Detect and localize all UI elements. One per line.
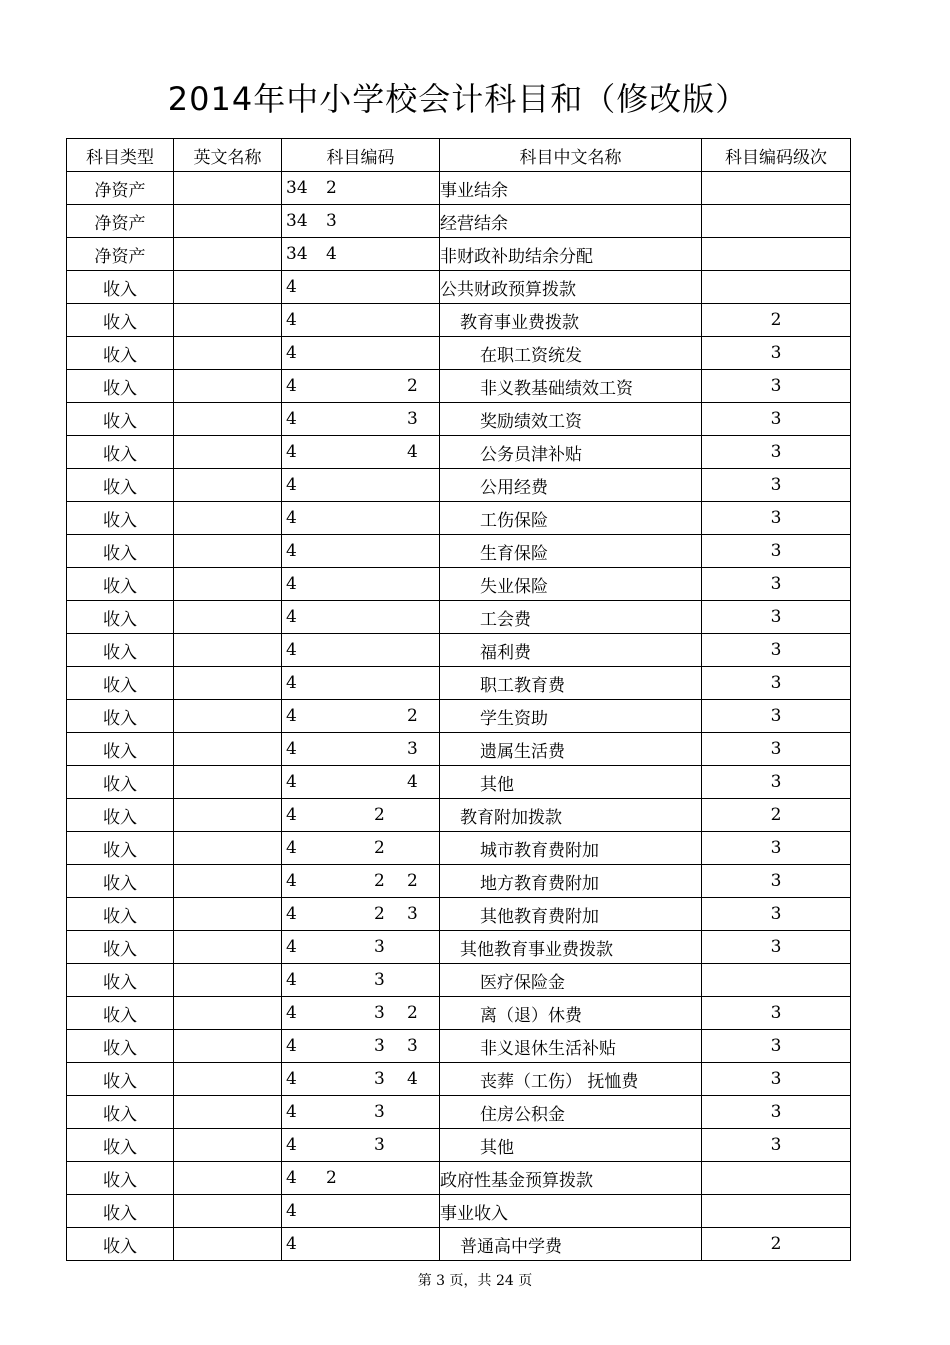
cell-account-type: 净资产 (67, 172, 174, 205)
cell-english-name (174, 370, 282, 403)
code-segment: 2 (374, 838, 385, 858)
code-segment: 4 (286, 1003, 297, 1023)
cell-english-name (174, 1228, 282, 1261)
cell-account-code (282, 634, 440, 667)
cell-chinese-name (440, 799, 702, 832)
table-row (67, 832, 851, 865)
cell-chinese-name (440, 667, 702, 700)
code-segment: 2 (407, 376, 418, 396)
cell-chinese-name (440, 1096, 702, 1129)
cell-english-name (174, 766, 282, 799)
cell-chinese-name (440, 469, 702, 502)
code-segment: 4 (286, 640, 297, 660)
cell-account-type: 收入 (67, 271, 174, 304)
code-segment: 4 (286, 310, 297, 330)
account-name: 医疗保险金 (480, 972, 565, 993)
cell-chinese-name (440, 832, 702, 865)
cell-english-name (174, 469, 282, 502)
cell-code-level: 3 (702, 634, 851, 667)
cell-account-type: 收入 (67, 1195, 174, 1228)
cell-account-type: 收入 (67, 403, 174, 436)
account-name: 公共财政预算拨款 (440, 279, 576, 300)
cell-code-level: 3 (702, 832, 851, 865)
code-segment: 4 (286, 376, 297, 396)
cell-chinese-name (440, 1228, 702, 1261)
cell-code-level (702, 172, 851, 205)
code-segment: 4 (286, 739, 297, 759)
cell-code-level: 2 (702, 304, 851, 337)
code-segment: 4 (286, 970, 297, 990)
code-segment: 4 (286, 772, 297, 792)
table-row (67, 601, 851, 634)
cell-code-level: 3 (702, 865, 851, 898)
code-segment: 4 (286, 1036, 297, 1056)
table-row (67, 1162, 851, 1195)
account-name: 在职工资统发 (480, 345, 582, 366)
account-name: 工伤保险 (480, 510, 548, 531)
cell-account-code (282, 238, 440, 271)
code-segment: 4 (286, 1102, 297, 1122)
cell-account-type: 收入 (67, 766, 174, 799)
code-segment: 4 (286, 805, 297, 825)
cell-account-type: 净资产 (67, 205, 174, 238)
table-row (67, 667, 851, 700)
code-segment: 4 (286, 706, 297, 726)
header-row (67, 139, 851, 172)
code-segment: 3 (374, 937, 385, 957)
cell-chinese-name (440, 370, 702, 403)
table-row (67, 865, 851, 898)
cell-chinese-name (440, 700, 702, 733)
code-segment: 3 (407, 904, 418, 924)
cell-code-level: 3 (702, 766, 851, 799)
account-name: 福利费 (480, 642, 531, 663)
cell-english-name (174, 337, 282, 370)
cell-chinese-name (440, 733, 702, 766)
cell-english-name (174, 1195, 282, 1228)
cell-code-level: 3 (702, 436, 851, 469)
code-segment: 4 (286, 574, 297, 594)
cell-account-code (282, 469, 440, 502)
cell-account-code (282, 865, 440, 898)
account-name: 事业结余 (440, 180, 508, 201)
cell-account-code (282, 601, 440, 634)
account-name: 住房公积金 (480, 1104, 565, 1125)
table-row (67, 1129, 851, 1162)
cell-chinese-name (440, 337, 702, 370)
cell-code-level: 3 (702, 1063, 851, 1096)
header-chinese-name: 科目中文名称 (440, 139, 702, 172)
table-row (67, 964, 851, 997)
cell-english-name (174, 1063, 282, 1096)
cell-account-code (282, 1129, 440, 1162)
cell-code-level (702, 964, 851, 997)
cell-account-type: 收入 (67, 997, 174, 1030)
cell-account-type: 收入 (67, 436, 174, 469)
cell-chinese-name (440, 1030, 702, 1063)
code-segment: 4 (286, 673, 297, 693)
cell-chinese-name (440, 964, 702, 997)
cell-account-code (282, 898, 440, 931)
cell-english-name (174, 931, 282, 964)
table-row (67, 931, 851, 964)
cell-account-type: 收入 (67, 535, 174, 568)
account-name: 其他 (480, 774, 514, 795)
cell-code-level (702, 1195, 851, 1228)
cell-account-type: 收入 (67, 1096, 174, 1129)
account-name: 事业收入 (440, 1203, 508, 1224)
cell-code-level: 3 (702, 403, 851, 436)
table-row (67, 502, 851, 535)
cell-english-name (174, 1030, 282, 1063)
code-segment: 3 (407, 1036, 418, 1056)
account-name: 其他教育事业费拨款 (460, 939, 613, 960)
cell-chinese-name (440, 997, 702, 1030)
cell-account-code (282, 1096, 440, 1129)
cell-account-code (282, 370, 440, 403)
cell-account-type: 收入 (67, 931, 174, 964)
cell-account-type: 收入 (67, 1228, 174, 1261)
cell-account-type: 收入 (67, 337, 174, 370)
cell-code-level: 3 (702, 1129, 851, 1162)
cell-account-code (282, 766, 440, 799)
code-segment: 4 (286, 904, 297, 924)
cell-chinese-name (440, 271, 702, 304)
cell-english-name (174, 238, 282, 271)
account-name: 教育事业费拨款 (460, 312, 579, 333)
cell-account-type: 收入 (67, 1063, 174, 1096)
cell-account-code (282, 667, 440, 700)
cell-chinese-name (440, 502, 702, 535)
cell-code-level: 3 (702, 601, 851, 634)
cell-account-type: 收入 (67, 667, 174, 700)
account-name: 城市教育费附加 (480, 840, 599, 861)
code-segment: 4 (286, 1201, 297, 1221)
header-english-name: 英文名称 (174, 139, 282, 172)
cell-english-name (174, 634, 282, 667)
cell-code-level: 3 (702, 469, 851, 502)
cell-code-level: 2 (702, 799, 851, 832)
cell-account-code (282, 799, 440, 832)
account-name: 奖励绩效工资 (480, 411, 582, 432)
cell-english-name (174, 799, 282, 832)
account-name: 工会费 (480, 609, 531, 630)
cell-account-code (282, 535, 440, 568)
account-name: 学生资助 (480, 708, 548, 729)
code-segment: 4 (286, 343, 297, 363)
account-name: 其他教育费附加 (480, 906, 599, 927)
cell-english-name (174, 205, 282, 238)
cell-chinese-name (440, 403, 702, 436)
table-row (67, 766, 851, 799)
code-segment: 3 (374, 1135, 385, 1155)
account-name: 非义退休生活补贴 (480, 1038, 616, 1059)
code-segment: 2 (407, 706, 418, 726)
header-code-level: 科目编码级次 (702, 139, 851, 172)
cell-account-code (282, 1195, 440, 1228)
cell-account-code (282, 271, 440, 304)
cell-code-level: 3 (702, 997, 851, 1030)
account-name: 遗属生活费 (480, 741, 565, 762)
table-row (67, 337, 851, 370)
cell-account-type: 收入 (67, 1030, 174, 1063)
cell-code-level: 3 (702, 337, 851, 370)
cell-english-name (174, 733, 282, 766)
code-segment: 4 (286, 1135, 297, 1155)
cell-english-name (174, 997, 282, 1030)
cell-code-level: 3 (702, 667, 851, 700)
table-row (67, 634, 851, 667)
code-segment: 4 (286, 1069, 297, 1089)
code-segment: 3 (326, 211, 337, 231)
cell-chinese-name (440, 436, 702, 469)
cell-account-code (282, 205, 440, 238)
header-account-type: 科目类型 (67, 139, 174, 172)
cell-account-code (282, 1030, 440, 1063)
cell-account-type: 收入 (67, 898, 174, 931)
cell-code-level: 3 (702, 733, 851, 766)
account-name: 失业保险 (480, 576, 548, 597)
cell-account-type: 收入 (67, 469, 174, 502)
cell-code-level: 3 (702, 898, 851, 931)
cell-english-name (174, 898, 282, 931)
accounts-table (66, 138, 851, 1261)
table-row (67, 469, 851, 502)
cell-account-code (282, 1063, 440, 1096)
cell-account-code (282, 337, 440, 370)
cell-code-level: 3 (702, 502, 851, 535)
code-segment: 34 (286, 211, 308, 231)
code-segment: 4 (286, 607, 297, 627)
cell-account-code (282, 832, 440, 865)
code-segment: 3 (407, 739, 418, 759)
code-segment: 34 (286, 244, 308, 264)
cell-english-name (174, 832, 282, 865)
table-row (67, 205, 851, 238)
cell-account-code (282, 1162, 440, 1195)
cell-account-type: 收入 (67, 568, 174, 601)
cell-chinese-name (440, 304, 702, 337)
code-segment: 2 (326, 1168, 337, 1188)
cell-chinese-name (440, 766, 702, 799)
cell-code-level (702, 238, 851, 271)
cell-code-level: 3 (702, 370, 851, 403)
account-name: 非财政补助结余分配 (440, 246, 593, 267)
cell-account-type: 净资产 (67, 238, 174, 271)
cell-chinese-name (440, 931, 702, 964)
code-segment: 3 (374, 1036, 385, 1056)
cell-account-type: 收入 (67, 832, 174, 865)
cell-english-name (174, 502, 282, 535)
cell-english-name (174, 568, 282, 601)
code-segment: 2 (374, 904, 385, 924)
cell-english-name (174, 667, 282, 700)
cell-chinese-name (440, 601, 702, 634)
cell-english-name (174, 172, 282, 205)
code-segment: 4 (286, 541, 297, 561)
code-segment: 4 (407, 1069, 418, 1089)
cell-code-level (702, 271, 851, 304)
cell-account-code (282, 304, 440, 337)
cell-account-type: 收入 (67, 1129, 174, 1162)
code-segment: 4 (286, 937, 297, 957)
code-segment: 4 (286, 409, 297, 429)
cell-english-name (174, 304, 282, 337)
cell-chinese-name (440, 1129, 702, 1162)
table-row (67, 370, 851, 403)
table-row (67, 1195, 851, 1228)
cell-chinese-name (440, 238, 702, 271)
cell-english-name (174, 964, 282, 997)
cell-code-level (702, 1162, 851, 1195)
cell-account-type: 收入 (67, 634, 174, 667)
cell-english-name (174, 1162, 282, 1195)
cell-account-type: 收入 (67, 733, 174, 766)
code-segment: 4 (407, 772, 418, 792)
account-name: 职工教育费 (480, 675, 565, 696)
table-row (67, 1063, 851, 1096)
page-title: 2014年中小学校会计科目和（修改版） (167, 80, 749, 118)
code-segment: 3 (374, 1069, 385, 1089)
cell-account-code (282, 436, 440, 469)
cell-account-code (282, 733, 440, 766)
table-row (67, 799, 851, 832)
table-row (67, 436, 851, 469)
table-row (67, 733, 851, 766)
cell-english-name (174, 436, 282, 469)
code-segment: 2 (407, 1003, 418, 1023)
code-segment: 4 (286, 475, 297, 495)
cell-code-level: 3 (702, 931, 851, 964)
cell-chinese-name (440, 568, 702, 601)
cell-code-level: 3 (702, 1030, 851, 1063)
code-segment: 3 (407, 409, 418, 429)
code-segment: 4 (286, 1234, 297, 1254)
cell-account-type: 收入 (67, 799, 174, 832)
cell-account-code (282, 964, 440, 997)
table-row (67, 1228, 851, 1261)
cell-account-type: 收入 (67, 304, 174, 337)
cell-english-name (174, 1096, 282, 1129)
cell-chinese-name (440, 634, 702, 667)
cell-chinese-name (440, 535, 702, 568)
cell-english-name (174, 865, 282, 898)
cell-chinese-name (440, 865, 702, 898)
code-segment: 2 (407, 871, 418, 891)
cell-account-type: 收入 (67, 865, 174, 898)
code-segment: 3 (374, 970, 385, 990)
code-segment: 34 (286, 178, 308, 198)
table-row (67, 172, 851, 205)
account-name: 其他 (480, 1137, 514, 1158)
cell-code-level (702, 205, 851, 238)
table-row (67, 271, 851, 304)
cell-account-type: 收入 (67, 964, 174, 997)
cell-chinese-name (440, 205, 702, 238)
account-name: 公务员津补贴 (480, 444, 582, 465)
cell-english-name (174, 1129, 282, 1162)
account-name: 教育附加拨款 (460, 807, 562, 828)
account-name: 经营结余 (440, 213, 508, 234)
cell-account-code (282, 502, 440, 535)
cell-account-type: 收入 (67, 601, 174, 634)
code-segment: 2 (374, 871, 385, 891)
cell-chinese-name (440, 1063, 702, 1096)
cell-english-name (174, 535, 282, 568)
cell-english-name (174, 403, 282, 436)
cell-chinese-name (440, 172, 702, 205)
cell-chinese-name (440, 898, 702, 931)
code-segment: 4 (286, 838, 297, 858)
account-name: 非义教基础绩效工资 (480, 378, 633, 399)
code-segment: 4 (286, 508, 297, 528)
table-row (67, 535, 851, 568)
cell-account-type: 收入 (67, 370, 174, 403)
code-segment: 4 (286, 277, 297, 297)
code-segment: 3 (374, 1003, 385, 1023)
table-row (67, 403, 851, 436)
code-segment: 4 (407, 442, 418, 462)
cell-account-code (282, 997, 440, 1030)
code-segment: 2 (374, 805, 385, 825)
cell-account-code (282, 403, 440, 436)
cell-code-level: 3 (702, 700, 851, 733)
cell-account-type: 收入 (67, 502, 174, 535)
code-segment: 2 (326, 178, 337, 198)
page-footer: 第 3 页，共 24 页 (417, 1273, 533, 1289)
table-row (67, 568, 851, 601)
cell-account-code (282, 1228, 440, 1261)
cell-code-level: 3 (702, 535, 851, 568)
cell-code-level: 2 (702, 1228, 851, 1261)
cell-chinese-name (440, 1195, 702, 1228)
code-segment: 4 (286, 871, 297, 891)
account-name: 公用经费 (480, 477, 548, 498)
account-name: 离（退）休费 (480, 1005, 582, 1026)
cell-code-level: 3 (702, 1096, 851, 1129)
code-segment: 4 (286, 442, 297, 462)
table-row (67, 304, 851, 337)
account-name: 政府性基金预算拨款 (440, 1170, 593, 1191)
code-segment: 4 (326, 244, 337, 264)
code-segment: 3 (374, 1102, 385, 1122)
account-name: 生育保险 (480, 543, 548, 564)
cell-english-name (174, 271, 282, 304)
cell-chinese-name (440, 1162, 702, 1195)
cell-account-type: 收入 (67, 700, 174, 733)
account-name: 丧葬（工伤） 抚恤费 (480, 1071, 639, 1092)
table-row (67, 1096, 851, 1129)
cell-account-type: 收入 (67, 1162, 174, 1195)
table-row (67, 238, 851, 271)
table-row (67, 997, 851, 1030)
table-row (67, 1030, 851, 1063)
code-segment: 4 (286, 1168, 297, 1188)
cell-code-level: 3 (702, 568, 851, 601)
table-row (67, 898, 851, 931)
cell-account-code (282, 172, 440, 205)
account-name: 普通高中学费 (460, 1236, 562, 1257)
account-name: 地方教育费附加 (480, 873, 599, 894)
cell-english-name (174, 601, 282, 634)
table-row (67, 700, 851, 733)
cell-account-code (282, 568, 440, 601)
cell-english-name (174, 700, 282, 733)
cell-account-code (282, 931, 440, 964)
header-account-code: 科目编码 (282, 139, 440, 172)
cell-account-code (282, 700, 440, 733)
